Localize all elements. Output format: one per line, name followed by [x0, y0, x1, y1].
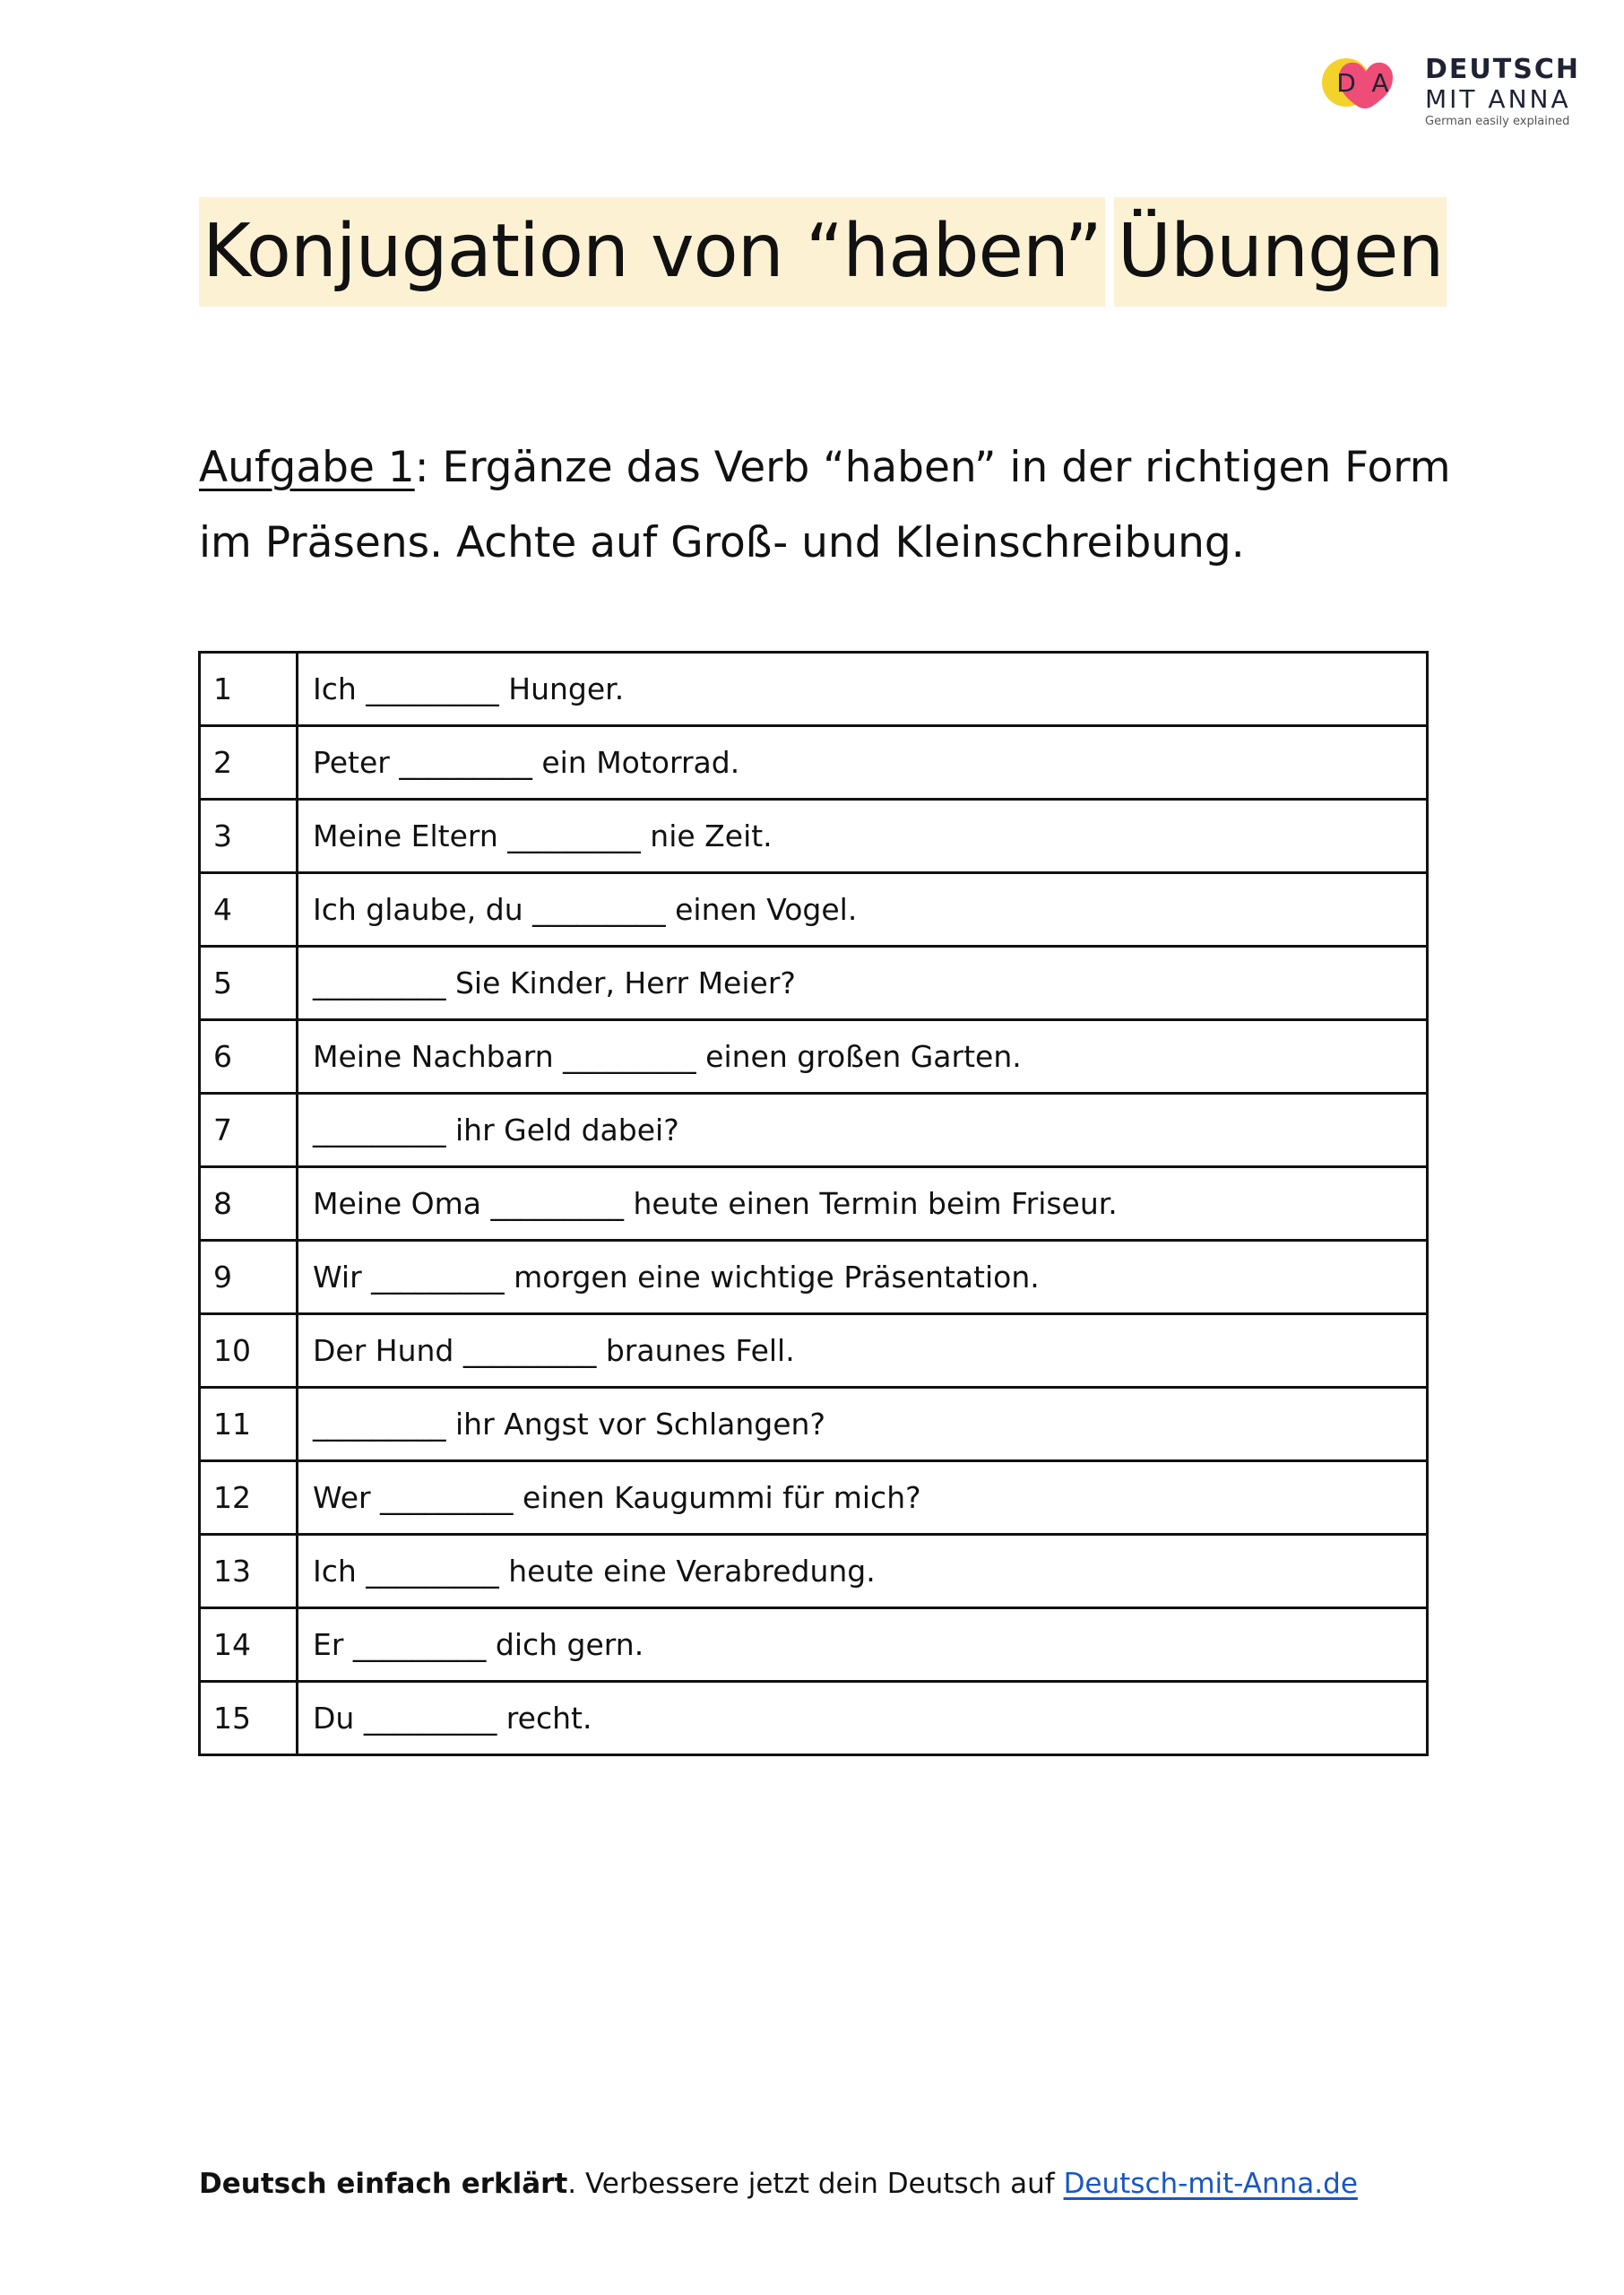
logo-line-2: MIT ANNA: [1425, 84, 1571, 114]
logo-tagline: German easily explained: [1425, 115, 1570, 128]
exercise-number: 10: [200, 1314, 298, 1388]
table-row: [200, 873, 1428, 947]
exercise-sentence: Meine Nachbarn _________ einen großen Garten.: [298, 1020, 1428, 1094]
exercise-number: 6: [200, 1020, 298, 1094]
footer: [199, 2168, 1358, 2200]
exercise-number: 11: [200, 1388, 298, 1461]
logo-line-1: DEUTSCH: [1425, 54, 1580, 85]
footer-website-link[interactable]: Deutsch-mit-Anna.de: [1063, 2168, 1358, 2200]
exercise-sentence: Wir _________ morgen eine wichtige Präsentation.: [298, 1241, 1428, 1314]
exercise-number: 8: [200, 1167, 298, 1241]
table-row: [200, 1020, 1428, 1094]
logo-letter-d: D: [1336, 68, 1356, 98]
table-row: [200, 726, 1428, 800]
task-instructions: [199, 430, 1454, 581]
exercise-number: 4: [200, 873, 298, 947]
exercise-sentence: Wer _________ einen Kaugummi für mich?: [298, 1461, 1428, 1535]
table-row: [200, 1535, 1428, 1608]
exercise-number: 7: [200, 1094, 298, 1167]
task-text: : Ergänze das Verb “haben” in der richtigen Form im Präsens. Achte auf Groß- und Kleinschreibung.: [199, 443, 1451, 567]
table-row: [200, 1094, 1428, 1167]
footer-bold-text: Deutsch einfach erklärt: [199, 2168, 568, 2200]
logo-circles-icon: [1321, 56, 1420, 109]
table-row: [200, 947, 1428, 1020]
table-row: [200, 1388, 1428, 1461]
exercise-number: 12: [200, 1461, 298, 1535]
exercise-number: 2: [200, 726, 298, 800]
exercise-number: 15: [200, 1682, 298, 1755]
exercise-sentence: Ich _________ Hunger.: [298, 653, 1428, 726]
exercise-sentence: _________ Sie Kinder, Herr Meier?: [298, 947, 1428, 1020]
table-row: [200, 1314, 1428, 1388]
task-label: Aufgabe 1: [199, 443, 415, 492]
exercise-number: 13: [200, 1535, 298, 1608]
exercise-sentence: Meine Eltern _________ nie Zeit.: [298, 800, 1428, 873]
brand-logo: [1321, 50, 1581, 131]
table-row: [200, 1241, 1428, 1314]
exercise-sentence: Er _________ dich gern.: [298, 1608, 1428, 1682]
table-row: [200, 800, 1428, 873]
page-title: [199, 197, 1447, 307]
table-row: [200, 1167, 1428, 1241]
table-row: [200, 1608, 1428, 1682]
title-part-1: Konjugation von “haben”: [199, 197, 1105, 307]
exercise-sentence: Ich _________ heute eine Verabredung.: [298, 1535, 1428, 1608]
table-row: [200, 1682, 1428, 1755]
exercise-sentence: _________ ihr Geld dabei?: [298, 1094, 1428, 1167]
exercise-sentence: Meine Oma _________ heute einen Termin beim Friseur.: [298, 1167, 1428, 1241]
exercise-table: [198, 651, 1429, 1756]
exercise-sentence: Ich glaube, du _________ einen Vogel.: [298, 873, 1428, 947]
exercise-number: 1: [200, 653, 298, 726]
title-part-2: Übungen: [1114, 197, 1447, 307]
exercise-sentence: Der Hund _________ braunes Fell.: [298, 1314, 1428, 1388]
logo-letter-a: A: [1371, 68, 1389, 98]
exercise-sentence: Peter _________ ein Motorrad.: [298, 726, 1428, 800]
exercise-table-body: [200, 653, 1428, 1755]
exercise-number: 14: [200, 1608, 298, 1682]
exercise-number: 3: [200, 800, 298, 873]
exercise-sentence: Du _________ recht.: [298, 1682, 1428, 1755]
table-row: [200, 1461, 1428, 1535]
table-row: [200, 653, 1428, 726]
footer-text: . Verbessere jetzt dein Deutsch auf: [567, 2168, 1064, 2200]
exercise-number: 9: [200, 1241, 298, 1314]
exercise-sentence: _________ ihr Angst vor Schlangen?: [298, 1388, 1428, 1461]
exercise-number: 5: [200, 947, 298, 1020]
